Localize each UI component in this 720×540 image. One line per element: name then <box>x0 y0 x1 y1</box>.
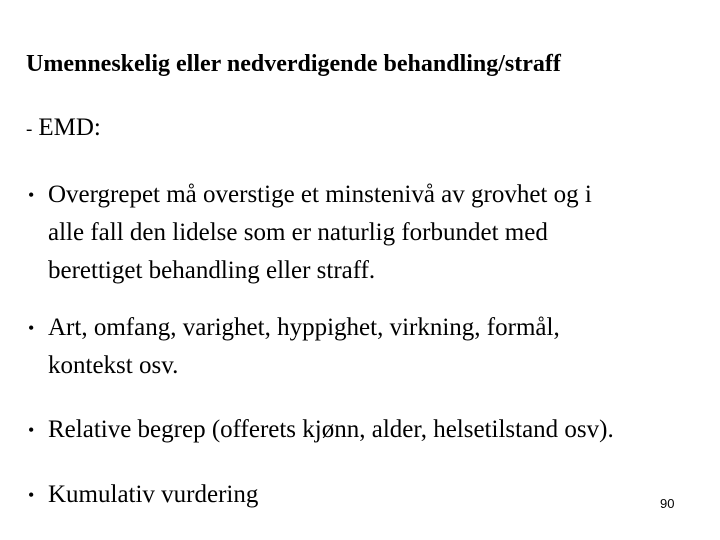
bullet-line: Art, omfang, varighet, hyppighet, virkning, formål, <box>48 314 560 341</box>
bullet-item <box>28 476 688 514</box>
subheading-dash: - <box>26 119 33 140</box>
bullet-icon: • <box>28 185 35 205</box>
bullet-line: kontekst osv. <box>48 352 179 379</box>
bullet-text <box>48 476 688 514</box>
bullet-line: alle fall den lidelse som er naturlig forbundet med <box>48 219 548 246</box>
page-number: 90 <box>660 496 675 511</box>
bullet-item <box>28 309 688 385</box>
bullet-icon: • <box>28 485 35 505</box>
bullet-line: berettiget behandling eller straff. <box>48 257 376 284</box>
bullet-item <box>28 411 688 449</box>
bullet-text <box>48 176 688 290</box>
bullet-icon: • <box>28 420 35 440</box>
bullet-text <box>48 309 688 385</box>
bullet-icon: • <box>28 318 35 338</box>
bullet-text <box>48 411 688 449</box>
bullet-item <box>28 176 688 290</box>
slide-title: Umenneskelig eller nedverdigende behandling/straff <box>26 51 561 77</box>
bullet-line: Kumulativ vurdering <box>48 481 259 508</box>
subheading <box>26 113 101 145</box>
bullet-line: Relative begrep (offerets kjønn, alder, helsetilstand osv). <box>48 416 614 443</box>
bullet-line: Overgrepet må overstige et minstenivå av grovhet og i <box>48 181 592 208</box>
subheading-text: EMD: <box>38 114 101 141</box>
